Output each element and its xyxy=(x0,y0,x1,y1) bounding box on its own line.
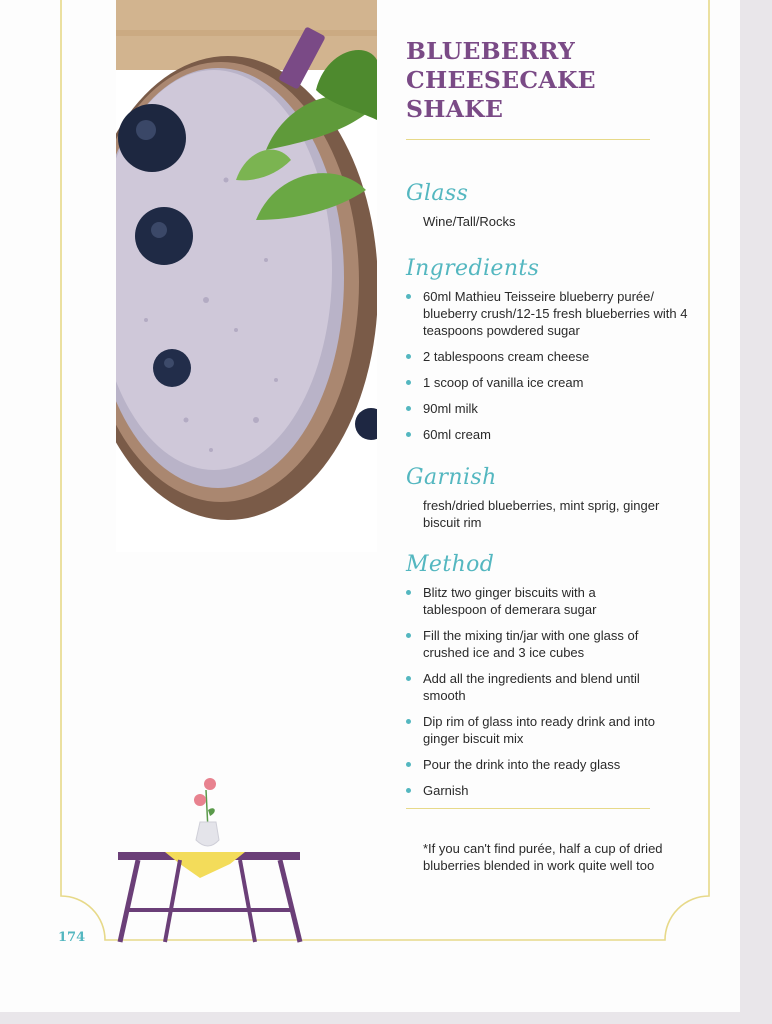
recipe-title xyxy=(406,37,666,124)
page-number: 174 xyxy=(58,930,86,945)
ingredient-text: 60ml Mathieu Teisseire blueberry purée/ blueberry crush/12-15 fresh blueberries with 4 teaspoons powdered sugar xyxy=(423,289,688,338)
method-step: Pour the drink into the ready glass xyxy=(423,757,621,772)
bullet-icon xyxy=(406,633,411,638)
bullet-icon xyxy=(406,788,411,793)
list-item xyxy=(406,782,693,799)
list-item xyxy=(406,627,663,661)
title-line: SHAKE xyxy=(406,95,504,123)
title-divider xyxy=(406,139,650,140)
glass-heading: Glass xyxy=(406,181,469,206)
list-item xyxy=(406,400,693,417)
garnish-heading: Garnish xyxy=(406,465,497,490)
glass-text: Wine/Tall/Rocks xyxy=(423,214,516,229)
list-item xyxy=(406,288,693,339)
list-item xyxy=(406,584,633,618)
method-step: Blitz two ginger biscuits with a tablespoon of demerara sugar xyxy=(423,585,597,617)
glass-section xyxy=(406,181,706,230)
bullet-icon xyxy=(406,354,411,359)
list-item xyxy=(406,374,693,391)
method-step: Add all the ingredients and blend until smooth xyxy=(423,671,640,703)
method-divider xyxy=(406,808,650,809)
ingredient-text: 60ml cream xyxy=(423,427,491,442)
ingredients-list xyxy=(406,288,706,443)
method-section xyxy=(406,552,706,808)
ingredient-text: 90ml milk xyxy=(423,401,478,416)
method-heading: Method xyxy=(406,552,495,577)
footnote: *If you can't find purée, half a cup of dried bluberries blended in work quite well too xyxy=(423,841,663,873)
bullet-icon xyxy=(406,590,411,595)
list-item xyxy=(406,670,653,704)
bullet-icon xyxy=(406,380,411,385)
bullet-icon xyxy=(406,676,411,681)
shake-photo xyxy=(116,0,377,552)
ingredients-section xyxy=(406,256,706,452)
garnish-section xyxy=(406,465,706,531)
list-item xyxy=(406,426,693,443)
ingredient-text: 1 scoop of vanilla ice cream xyxy=(423,375,584,390)
list-item xyxy=(406,756,693,773)
ingredient-text: 2 tablespoons cream cheese xyxy=(423,349,590,364)
method-step: Dip rim of glass into ready drink and into ginger biscuit mix xyxy=(423,714,655,746)
title-line: CHEESECAKE xyxy=(406,66,596,94)
ingredients-heading: Ingredients xyxy=(406,256,540,281)
bullet-icon xyxy=(406,762,411,767)
table-vase-illustration xyxy=(110,770,310,950)
bullet-icon xyxy=(406,294,411,299)
list-item xyxy=(406,348,693,365)
bullet-icon xyxy=(406,406,411,411)
list-item xyxy=(406,713,673,747)
method-step: Garnish xyxy=(423,783,469,798)
method-step: Fill the mixing tin/jar with one glass of crushed ice and 3 ice cubes xyxy=(423,628,639,660)
title-line: BLUEBERRY xyxy=(406,37,576,65)
bullet-icon xyxy=(406,432,411,437)
garnish-text: fresh/dried blueberries, mint sprig, ginger biscuit rim xyxy=(423,498,660,530)
method-list xyxy=(406,584,706,799)
bullet-icon xyxy=(406,719,411,724)
